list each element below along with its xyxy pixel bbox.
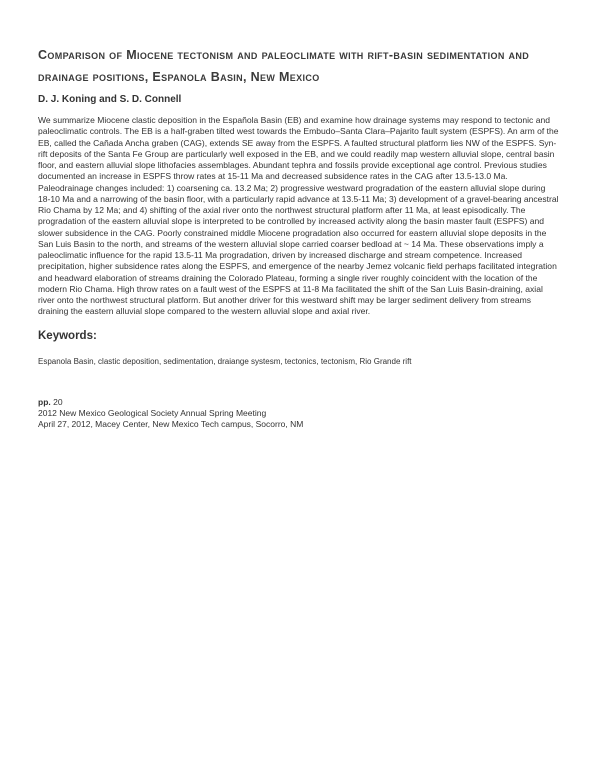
pp-label: pp. [38,396,51,407]
authors: D. J. Koning and S. D. Connell [38,94,182,105]
page-reference [38,397,560,408]
meeting-date-location: April 27, 2012, Macey Center, New Mexico Tech campus, Socorro, NM [38,418,304,429]
abstract-text: We summarize Miocene clastic deposition in the Española Basin (EB) and examine how drainage systems may respond to tectonic and paleoclimatic controls. The EB is a half-graben tilted west towards the Embudo–Santa Clara–Pajarito fault system (ESPFS). An arm of the EB, called the Cañada Ancha graben (CAG), extends SE away from the ESPFS. A faulted structural platform lies NW of the ESPFS. Syn-rift deposits of the Santa Fe Group are particularly well exposed in the EB, and we could readily map western alluvial slope, central basin floor, and eastern alluvial slope lithofacies assemblages. Abundant tephra and fossils provide exceptional age control. Previous studies documented an increase in ESPFS throw rates at 15-11 Ma and decreased subsidence rates in the CAG after 13.5-13.0 Ma. Paleodrainage changes included: 1) coarsening ca. 13.2 Ma; 2) progressive westward progradation of the eastern alluvial slope during 18-10 Ma and a narrowing of the basin floor, with a particularly rapid advance at 13.5-11 Ma; 3) development of a gravel-bearing ancestral Rio Chama by 12 Ma; and 4) shifting of the axial river onto the northwest structural platform after 11 Ma, at least episodically. The progradation of the eastern alluvial slope is interpreted to be controlled by increased activity along the basin master fault (ESPFS) and slower subsidence in the CAG. Poorly constrained middle Miocene progradation also occurred for eastern alluvial slope deposits in the San Luis Basin to the north, and streams of the western alluvial slope carried coarser bedload at ~ 14 Ma. These observations imply a paleoclimatic influence for the rapid 13.5-11 Ma progradation, driven by increased discharge and stream competence. Increased precipitation, higher subsidence rates along the ESPFS, and emergence of the nearby Jemez volcanic field perhaps facilitated integration and headward elaboration of streams draining the Colorado Plateau, forming a single river roughly coincident with the location of the modern Rio Chama. High throw rates on a fault west of the ESPFS at 11-8 Ma facilitated the shift of the San Luis Basin-draining, axial river onto the northwest structural platform. But another driver for this westward shift may be larger sediment delivery from streams draining the eastern alluvial slope compared to the western alluvial slope and axial river. [38,115,559,317]
meeting-name: 2012 New Mexico Geological Society Annual Spring Meeting [38,407,267,418]
keywords-list: Espanola Basin, clastic deposition, sedimentation, draiange systesm, tectonics, tectonism, Rio Grande rift [38,356,412,366]
keywords-heading: Keywords: [38,329,97,342]
pp-value: 20 [53,396,63,407]
paper-title: Comparison of Miocene tectonism and paleoclimate with rift-basin sedimentation and drainage positions, Espanola Basin, New Mexico [38,48,530,84]
